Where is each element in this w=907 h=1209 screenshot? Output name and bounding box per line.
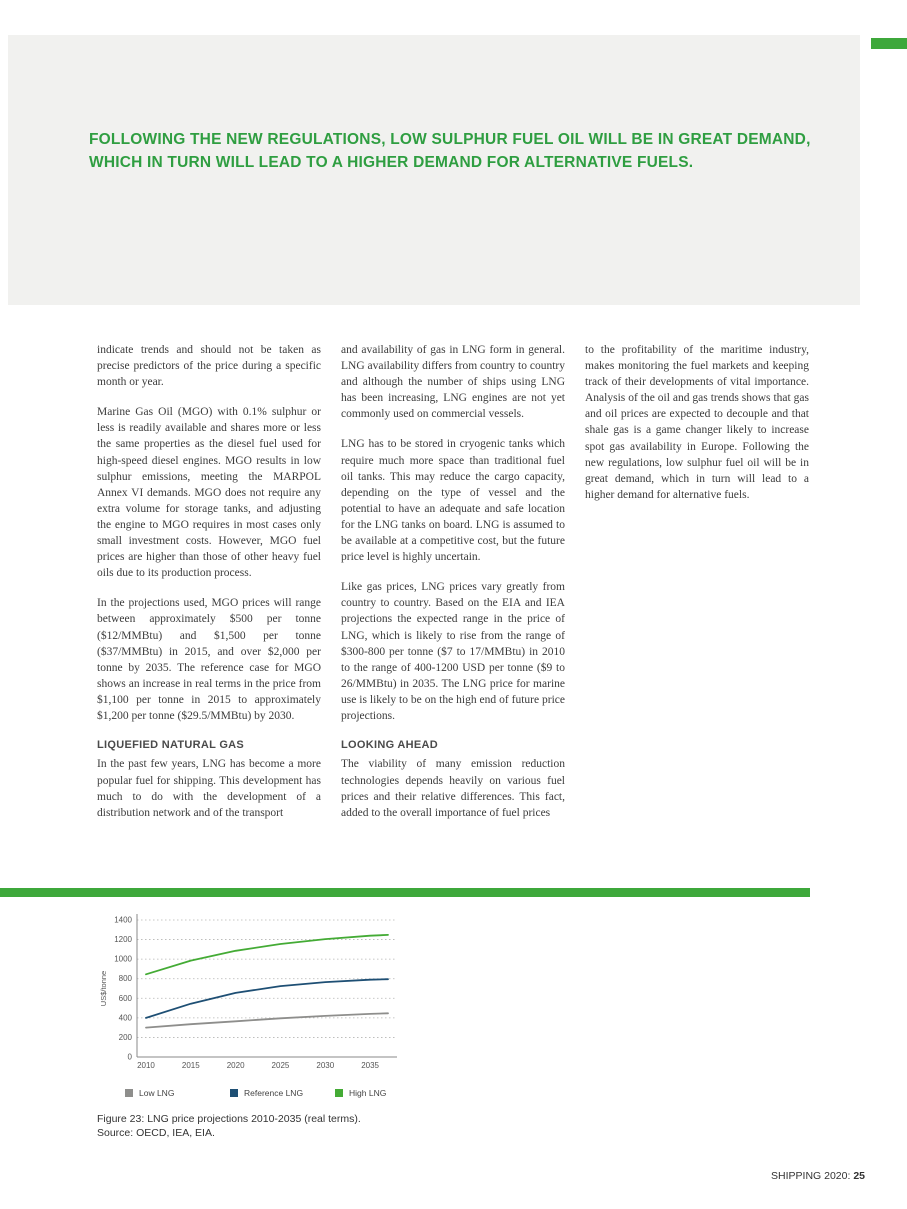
body-paragraph: and availability of gas in LNG form in general. LNG availability differs from country to country and although the number of ships using LNG has been increasing, LNG engines are not yet commonly used on commercial vessels. — [341, 344, 565, 421]
svg-text:1200: 1200 — [114, 935, 132, 945]
figure-caption: Figure 23: LNG price projections 2010-2035 (real terms). — [97, 1113, 361, 1125]
svg-text:1000: 1000 — [114, 954, 132, 964]
svg-text:US$/tonne: US$/tonne — [99, 970, 108, 1007]
section-divider-bar — [0, 888, 810, 897]
legend-item — [335, 1088, 440, 1098]
body-paragraph: Marine Gas Oil (MGO) with 0.1% sulphur or less is readily available and shares more or less the same properties as the diesel fuel used for high-speed diesel engines. MGO results in low sulphur emissions, meeting the MARPOL Annex VI demands. MGO does not require any extra volume for storage tanks, and adjusting the engine to MGO requires in most cases only small investment costs. However, MGO fuel prices are higher than those of other heavy fuel oils due to its production process. — [97, 406, 321, 580]
svg-text:1400: 1400 — [114, 915, 132, 925]
section-heading: LOOKING AHEAD — [341, 739, 438, 752]
body-paragraph: In the past few years, LNG has become a more popular fuel for shipping. This development has much to do with the development of a distribution network and of the transport — [97, 758, 321, 819]
svg-text:2020: 2020 — [226, 1061, 245, 1070]
legend-swatch — [125, 1089, 133, 1097]
pull-quote: FOLLOWING THE NEW REGULATIONS, LOW SULPHUR FUEL OIL WILL BE IN GREAT DEMAND, WHICH IN TURN WILL LEAD TO A HIGHER DEMAND FOR ALTERNATIVE FUELS. — [89, 131, 811, 172]
legend-swatch — [230, 1089, 238, 1097]
section-heading: LIQUEFIED NATURAL GAS — [97, 739, 245, 752]
legend-swatch — [335, 1089, 343, 1097]
body-paragraph: indicate trends and should not be taken as precise predictors of the price during a specific month or year. — [97, 344, 321, 389]
body-paragraph: The viability of many emission reduction technologies depends heavily on various fuel prices and their relative differences. This fact, added to the overall importance of fuel prices — [341, 758, 565, 819]
figure-source: Source: OECD, IEA, EIA. — [97, 1127, 215, 1140]
legend-label: Reference LNG — [244, 1088, 304, 1098]
footer-page-number: 25 — [853, 1170, 865, 1182]
footer-label: SHIPPING 2020: — [771, 1170, 851, 1182]
chart-legend — [125, 1088, 809, 1098]
svg-text:2030: 2030 — [316, 1061, 335, 1070]
body-columns — [97, 342, 809, 835]
svg-text:0: 0 — [127, 1052, 132, 1062]
text-column-1 — [97, 342, 321, 835]
svg-text:400: 400 — [118, 1013, 132, 1023]
svg-text:200: 200 — [118, 1032, 132, 1042]
corner-accent-tab — [871, 38, 907, 49]
legend-item — [230, 1088, 335, 1098]
text-column-2 — [341, 342, 565, 835]
page-footer — [771, 1170, 865, 1182]
figure-23 — [97, 906, 809, 1140]
text-column-3 — [585, 342, 809, 835]
svg-text:2035: 2035 — [361, 1061, 380, 1070]
body-paragraph: Like gas prices, LNG prices vary greatly from country to country. Based on the EIA and IEA projections the expected range in the price of LNG, which is likely to rise from the range of $300-800 per tonne ($7 to 17/MMBtu) in 2010 to the range of 400-1200 USD per tonne ($9 to 26/MMBtu) in 2035. The LNG price for marine use is likely to be on the high end of future price projections. — [341, 581, 565, 722]
figure-caption-block — [97, 1112, 809, 1140]
svg-text:2015: 2015 — [181, 1061, 200, 1070]
body-paragraph: to the profitability of the maritime industry, makes monitoring the fuel markets and keeping track of their developments of vital importance. Analysis of the oil and gas trends shows that gas and oil prices are expected to decouple and that shale gas is a game changer likely to increase spot gas availability in Europe. Following the new regulations, low sulphur fuel oil will be in great demand, which in turn will lead to a higher demand for alternative fuels. — [585, 344, 809, 501]
legend-label: Low LNG — [139, 1088, 175, 1098]
svg-text:2025: 2025 — [271, 1061, 290, 1070]
legend-label: High LNG — [349, 1088, 387, 1098]
svg-text:2010: 2010 — [137, 1061, 155, 1070]
svg-text:600: 600 — [118, 993, 132, 1003]
body-paragraph: LNG has to be stored in cryogenic tanks which require much more space than traditional fuel oil tanks. This may reduce the cargo capacity, depending on the type of vessel and the potential to have an adequate and safe location for the LNG tanks on board. LNG is assumed to be available at a competitive cost, but the future price level is highly uncertain. — [341, 438, 565, 564]
legend-item — [125, 1088, 230, 1098]
svg-text:800: 800 — [118, 974, 132, 984]
lng-price-chart — [97, 906, 407, 1076]
body-paragraph: In the projections used, MGO prices will range between approximately $500 per tonne ($12/MMBtu) and $1,500 per tonne ($37/MMBtu) in 2015, and over $2,000 per tonne by 2035. The reference case for MGO shows an increase in real terms in the price from $1,100 per tonne in 2015 to approximately $1,200 per tonne ($29.5/MMBtu) by 2030. — [97, 597, 321, 722]
